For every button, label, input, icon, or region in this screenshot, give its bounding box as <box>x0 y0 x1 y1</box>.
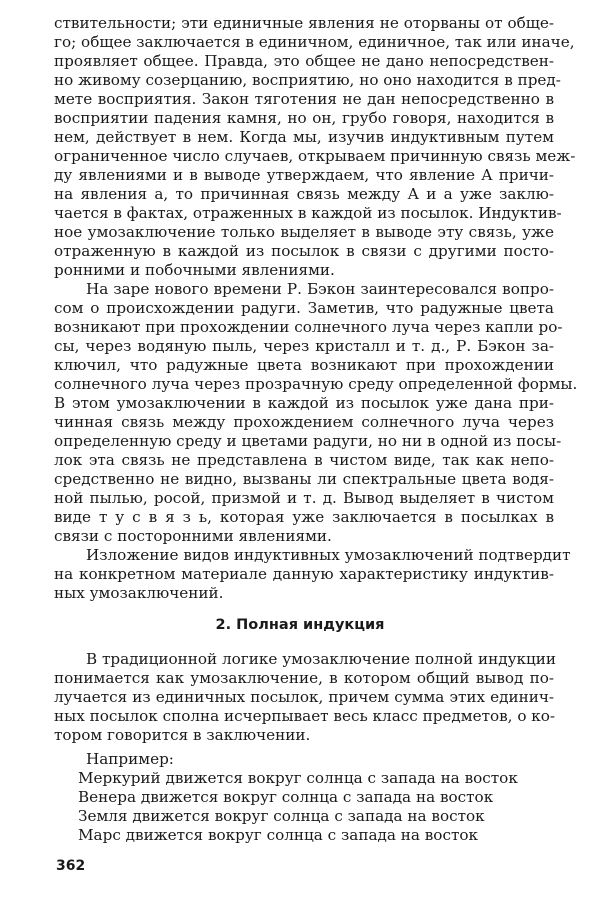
text-line: чинная связь между прохождением солнечного луча через <box>54 413 554 431</box>
text-line: сом о происхождении радуги. Заметив, что радужные цвета <box>54 299 554 317</box>
text-line: на конкретном материале данную характеристику индуктив- <box>54 565 554 583</box>
text-line: ной пылью, росой, призмой и т. д. Вывод выделяет в чистом <box>54 489 554 507</box>
text-line: ствительности; эти единичные явления не оторваны от обще- <box>54 14 554 32</box>
text-line: На заре нового времени Р. Бэкон заинтересовался вопро- <box>86 280 554 298</box>
text-line: В этом умозаключении в каждой из посылок уже дана при- <box>54 394 554 412</box>
text-line: лок эта связь не представлена в чистом виде, так как непо- <box>54 451 554 469</box>
text-line: ду явлениями и в выводе утверждаем, что явление А причи- <box>54 166 554 184</box>
text-line: связи с посторонними явлениями. <box>54 527 332 545</box>
text-line: определенную среду и цветами радуги, но ни в одной из посы- <box>54 432 562 450</box>
text-line: сы, через водяную пыль, через кристалл и т. д., Р. Бэкон за- <box>54 337 554 355</box>
text-line: солнечного луча через прозрачную среду определенной формы. <box>54 375 578 393</box>
text-line: мете восприятия. Закон тяготения не дан непосредственно в <box>54 90 554 108</box>
example-premise: Меркурий движется вокруг солнца с запада на восток <box>78 769 518 787</box>
text-line: проявляет общее. Правда, это общее не дано непосредствен- <box>54 52 554 70</box>
text-line: ронними и побочными явлениями. <box>54 261 335 279</box>
text-line: отраженную в каждой из посылок в связи с другими посто- <box>54 242 554 260</box>
page-number: 362 <box>56 858 86 874</box>
example-premise: Венера движется вокруг солнца с запада на восток <box>78 788 494 806</box>
text-line: на явления а, то причинная связь между А и а уже заклю- <box>54 185 554 203</box>
text-line: тором говорится в заключении. <box>54 726 311 744</box>
text-line: возникают при прохождении солнечного луча через капли ро- <box>54 318 563 336</box>
text-line: восприятии падения камня, но он, грубо говоря, находится в <box>54 109 554 127</box>
example-premise: Марс движется вокруг солнца с запада на восток <box>78 826 478 844</box>
text-line: нем, действует в нем. Когда мы, изучив индуктивным путем <box>54 128 554 146</box>
text-line: понимается как умозаключение, в котором общий вывод по- <box>54 669 554 687</box>
section-heading: 2. Полная индукция <box>215 617 385 633</box>
text-line: чается в фактах, отраженных в каждой из посылок. Индуктив- <box>54 204 562 222</box>
text-line: ключил, что радужные цвета возникают при прохождении <box>54 356 554 374</box>
text-line: Изложение видов индуктивных умозаключений подтвердит <box>86 546 571 564</box>
text-line: В традиционной логике умозаключение полной индукции <box>86 650 557 668</box>
text-line: виде т у с в я з ь, которая уже заключается в посылках в <box>54 508 554 526</box>
text-line: ограниченное число случаев, открываем причинную связь меж- <box>54 147 576 165</box>
text-line: средственно не видно, вызваны ли спектральные цвета водя- <box>54 470 554 488</box>
text-line: ных посылок сполна исчерпывает весь класс предметов, о ко- <box>54 707 556 725</box>
text-line: ное умозаключение только выделяет в выводе эту связь, уже <box>54 223 554 241</box>
example-premise: Земля движется вокруг солнца с запада на восток <box>78 807 485 825</box>
text-line: го; общее заключается в единичном, единичное, так или иначе, <box>54 33 575 51</box>
example-intro: Например: <box>86 750 174 768</box>
text-line: ных умозаключений. <box>54 584 224 602</box>
text-line: но живому созерцанию, восприятию, но оно находится в пред- <box>54 71 561 89</box>
text-line: лучается из единичных посылок, причем сумма этих единич- <box>54 688 554 706</box>
